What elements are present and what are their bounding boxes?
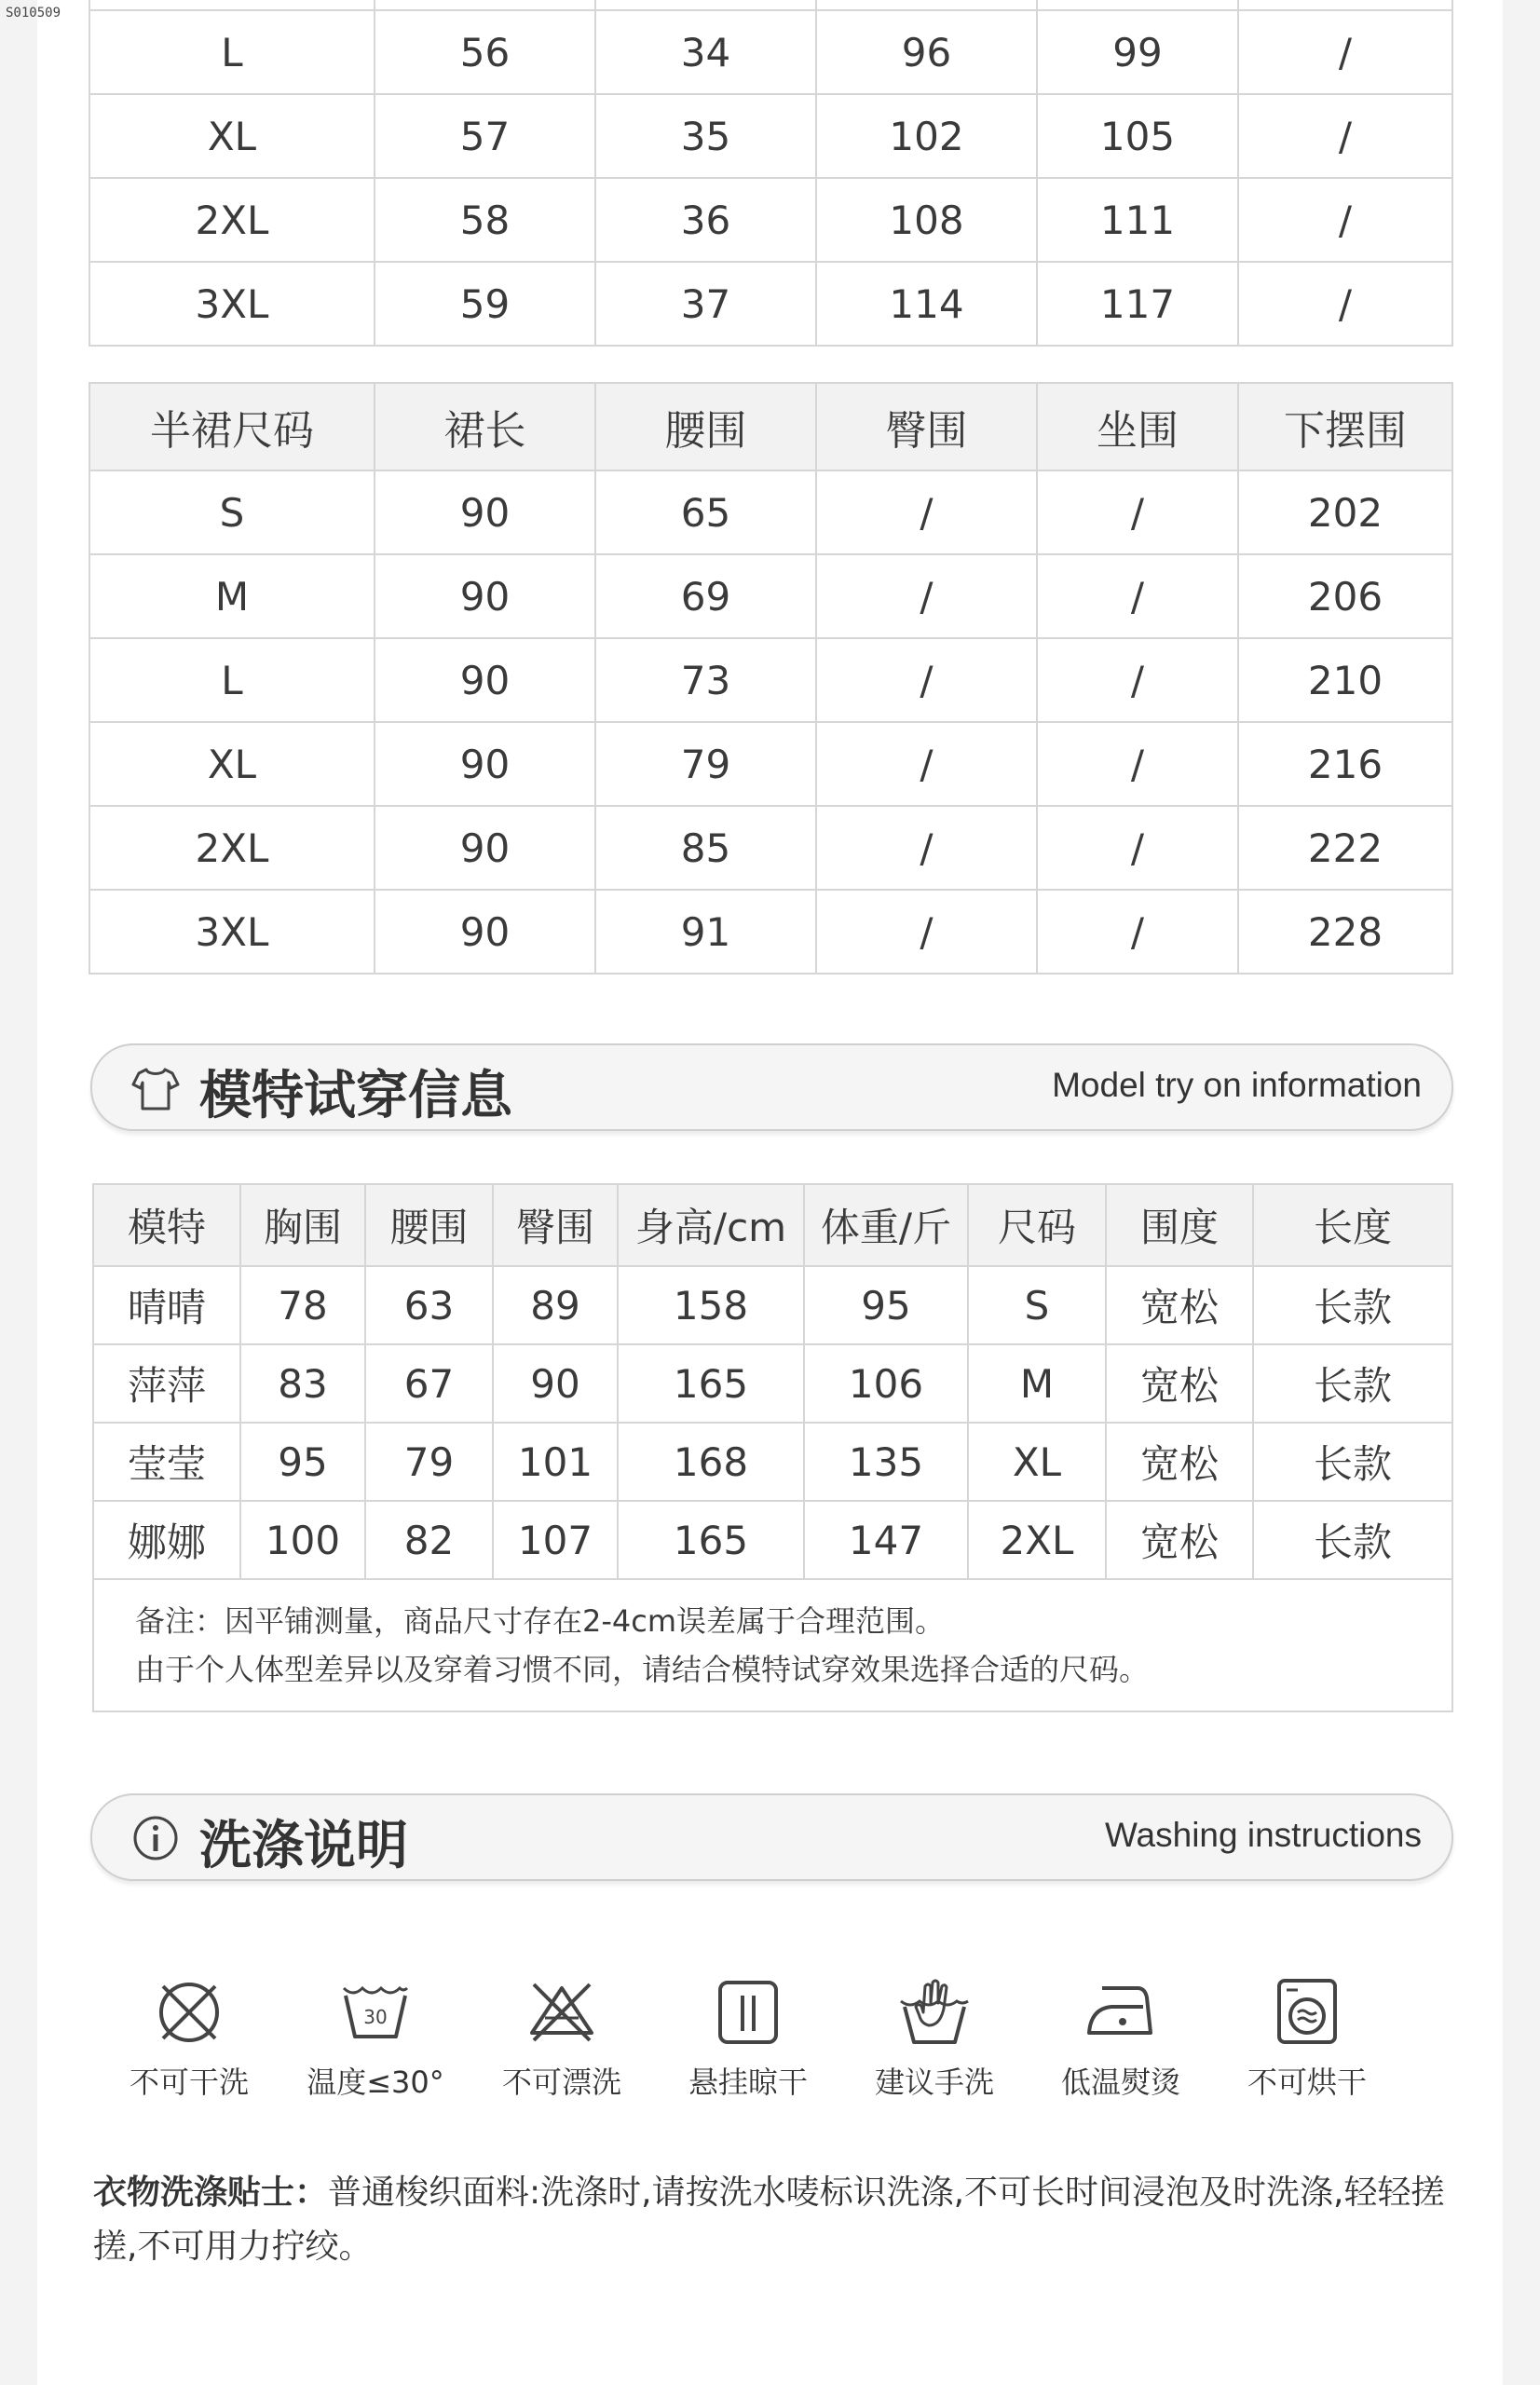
table-cell: M — [89, 554, 375, 638]
column-header: 模特 — [93, 1184, 240, 1266]
washing-tips — [93, 2166, 1472, 2274]
table-cell: 114 — [816, 262, 1037, 346]
column-header: 胸围 — [240, 1184, 365, 1266]
no-tumble-dry-icon — [1270, 1975, 1344, 2050]
wash-label: 温度≤30° — [307, 2065, 444, 2100]
column-header: 尺码 — [968, 1184, 1106, 1266]
column-header: 长度 — [1253, 1184, 1452, 1266]
low-iron-icon — [1083, 1975, 1158, 2050]
table-cell: 95 — [804, 1266, 968, 1344]
table-cell: 89 — [493, 1266, 618, 1344]
table-cell: / — [816, 890, 1037, 974]
table-cell: 158 — [618, 1266, 804, 1344]
hang-dry-icon — [711, 1975, 785, 2050]
no-bleach-icon — [525, 1975, 599, 2050]
column-header: 臀围 — [493, 1184, 618, 1266]
table-cell: 90 — [493, 1344, 618, 1423]
table-cell: 222 — [1238, 806, 1452, 890]
table-row — [93, 1423, 1452, 1501]
table-row — [89, 722, 1452, 806]
table-cell: 90 — [375, 470, 595, 554]
tips-text: 普通梭织面料:洗涤时,请按洗水唛标识洗涤,不可长时间浸泡及时洗涤,轻轻搓搓,不可用力拧绞。 — [93, 2174, 1445, 2266]
table-cell: 2XL — [89, 806, 375, 890]
table-header-row — [89, 383, 1452, 470]
table-cell: 85 — [595, 806, 816, 890]
table-cell: 90 — [375, 806, 595, 890]
table-cell: 69 — [595, 554, 816, 638]
table-cell: / — [1037, 806, 1238, 890]
table-cell: 99 — [1037, 10, 1238, 94]
table-cell: 宽松 — [1106, 1266, 1253, 1344]
washing-icons-row — [110, 1975, 1396, 2115]
table-row — [93, 1344, 1452, 1423]
hand-wash-icon — [897, 1975, 972, 2050]
table-cell: 107 — [493, 1501, 618, 1579]
table-cell: 63 — [365, 1266, 493, 1344]
wash-item-hang-dry — [669, 1975, 827, 2102]
table-cell: 36 — [595, 178, 816, 262]
table-cell: L — [89, 10, 375, 94]
column-header: 坐围 — [1037, 383, 1238, 470]
table-cell: 57 — [375, 94, 595, 178]
table-cell: 90 — [375, 638, 595, 722]
page-edge-right — [1503, 0, 1540, 2385]
wash-item-no-bleach — [483, 1975, 641, 2102]
table-cell: 106 — [804, 1344, 968, 1423]
table-cell: XL — [89, 722, 375, 806]
column-header: 腰围 — [365, 1184, 493, 1266]
wash-label: 悬挂晾干 — [688, 2065, 808, 2100]
table-row — [89, 890, 1452, 974]
table-cell: 58 — [375, 178, 595, 262]
table-cell: 210 — [1238, 638, 1452, 722]
table-cell: 78 — [240, 1266, 365, 1344]
table-cell: / — [1037, 638, 1238, 722]
column-header: 半裙尺码 — [89, 383, 375, 470]
table-cell: 101 — [493, 1423, 618, 1501]
table-cell: 萍萍 — [93, 1344, 240, 1423]
table-cell: 宽松 — [1106, 1344, 1253, 1423]
column-header: 腰围 — [595, 383, 816, 470]
table-cell: / — [1037, 470, 1238, 554]
table-cell: / — [1238, 94, 1452, 178]
wash-item-no-dry-clean — [110, 1975, 268, 2102]
table-cell: 37 — [595, 262, 816, 346]
table-cell: L — [89, 638, 375, 722]
table-row — [89, 178, 1452, 262]
table-cell: 79 — [365, 1423, 493, 1501]
table-row — [89, 0, 1452, 10]
table-cell: 82 — [365, 1501, 493, 1579]
table-cell: / — [816, 722, 1037, 806]
column-header: 裙长 — [375, 383, 595, 470]
wash-label: 低温熨烫 — [1060, 2065, 1180, 2100]
table-row — [89, 10, 1452, 94]
table-cell: / — [1238, 10, 1452, 94]
table-cell: 长款 — [1253, 1266, 1452, 1344]
table-cell: 2XL — [968, 1501, 1106, 1579]
table-cell: / — [816, 638, 1037, 722]
table-row — [89, 638, 1452, 722]
wash-label: 不可漂洗 — [501, 2065, 621, 2100]
tips-title: 衣物洗涤贴士： — [93, 2174, 329, 2212]
table-cell: XL — [89, 94, 375, 178]
table-cell: 168 — [618, 1423, 804, 1501]
table-cell: 165 — [618, 1344, 804, 1423]
column-header: 围度 — [1106, 1184, 1253, 1266]
table-cell: 59 — [375, 262, 595, 346]
table-cell: 长款 — [1253, 1344, 1452, 1423]
table-cell: / — [1238, 178, 1452, 262]
table-cell: 莹莹 — [93, 1423, 240, 1501]
wash-30-icon — [338, 1975, 413, 2050]
table-cell: 111 — [1037, 178, 1238, 262]
table-cell: 117 — [1037, 262, 1238, 346]
table-cell: 90 — [375, 722, 595, 806]
table-cell: 3XL — [89, 890, 375, 974]
table-cell: 83 — [240, 1344, 365, 1423]
table-cell: 73 — [595, 638, 816, 722]
table-cell: / — [1037, 554, 1238, 638]
wash-label: 不可烘干 — [1247, 2065, 1367, 2100]
table-cell: 67 — [365, 1344, 493, 1423]
table-note-row — [93, 1579, 1452, 1711]
column-header: 身高/cm — [618, 1184, 804, 1266]
table-cell: S — [968, 1266, 1106, 1344]
table-cell: XL — [968, 1423, 1106, 1501]
table-cell: 长款 — [1253, 1501, 1452, 1579]
wash-label: 不可干洗 — [129, 2065, 249, 2100]
model-section-subtitle: Model try on information — [1052, 1066, 1422, 1104]
wash-item-no-tumble-dry — [1228, 1975, 1386, 2102]
size-note — [93, 1579, 1452, 1711]
table-cell: 206 — [1238, 554, 1452, 638]
washing-section-bar — [90, 1793, 1453, 1881]
table-cell: 96 — [816, 10, 1037, 94]
model-info-section-bar — [90, 1043, 1453, 1131]
note-line-1: 备注：因平铺测量，商品尺寸存在2-4cm误差属于合理范围。 — [135, 1603, 946, 1639]
table-cell: 165 — [618, 1501, 804, 1579]
washing-section-title: 洗涤说明 — [199, 1816, 408, 1876]
no-dry-clean-icon — [152, 1975, 226, 2050]
table-cell: 34 — [595, 10, 816, 94]
washing-section-subtitle: Washing instructions — [1105, 1816, 1422, 1854]
page-edge-left — [0, 0, 37, 2385]
model-section-title: 模特试穿信息 — [199, 1066, 512, 1126]
table-cell: 95 — [240, 1423, 365, 1501]
table-cell: 105 — [1037, 94, 1238, 178]
wash-temp: 30 — [363, 2006, 388, 2028]
wash-label: 建议手洗 — [874, 2065, 994, 2100]
table-cell: / — [1037, 890, 1238, 974]
table-row — [89, 262, 1452, 346]
table-cell: 65 — [595, 470, 816, 554]
table-cell: 147 — [804, 1501, 968, 1579]
table-cell: 宽松 — [1106, 1423, 1253, 1501]
table-cell: 晴晴 — [93, 1266, 240, 1344]
table-cell: 宽松 — [1106, 1501, 1253, 1579]
watermark-code: S010509 — [6, 6, 61, 20]
note-line-2: 由于个人体型差异以及穿着习惯不同，请结合模特试穿效果选择合适的尺码。 — [135, 1652, 1150, 1687]
table-cell: 56 — [375, 10, 595, 94]
shirt-icon — [129, 1062, 182, 1114]
table-cell: 228 — [1238, 890, 1452, 974]
table-cell: 202 — [1238, 470, 1452, 554]
table-row — [93, 1266, 1452, 1344]
table-cell: 91 — [595, 890, 816, 974]
table-cell: S — [89, 470, 375, 554]
table-cell: 90 — [375, 890, 595, 974]
column-header: 臀围 — [816, 383, 1037, 470]
model-info-table — [92, 1183, 1453, 1712]
table-cell: 35 — [595, 94, 816, 178]
table-cell: 100 — [240, 1501, 365, 1579]
table-cell: 90 — [375, 554, 595, 638]
table-cell: 娜娜 — [93, 1501, 240, 1579]
table-cell: / — [816, 470, 1037, 554]
skirt-size-table — [89, 382, 1453, 974]
table-row — [89, 470, 1452, 554]
table-cell: 79 — [595, 722, 816, 806]
table-cell: 3XL — [89, 262, 375, 346]
table-row — [89, 94, 1452, 178]
table-cell: 长款 — [1253, 1423, 1452, 1501]
info-icon — [129, 1812, 182, 1864]
column-header: 下摆围 — [1238, 383, 1452, 470]
column-header: 体重/斤 — [804, 1184, 968, 1266]
wash-item-wash-30 — [296, 1975, 455, 2102]
table-row — [93, 1501, 1452, 1579]
table-row — [89, 554, 1452, 638]
table-cell: 2XL — [89, 178, 375, 262]
table-header-row — [93, 1184, 1452, 1266]
table-cell: M — [968, 1344, 1106, 1423]
table-row — [89, 806, 1452, 890]
wash-item-low-iron — [1042, 1975, 1200, 2102]
table-cell: / — [1238, 262, 1452, 346]
table-cell: / — [816, 806, 1037, 890]
table-cell: 102 — [816, 94, 1037, 178]
wash-item-hand-wash — [855, 1975, 1014, 2102]
table-cell: 216 — [1238, 722, 1452, 806]
table-cell: / — [816, 554, 1037, 638]
table-cell: 108 — [816, 178, 1037, 262]
top-size-table — [89, 0, 1453, 347]
table-cell: / — [1037, 722, 1238, 806]
table-cell: 135 — [804, 1423, 968, 1501]
